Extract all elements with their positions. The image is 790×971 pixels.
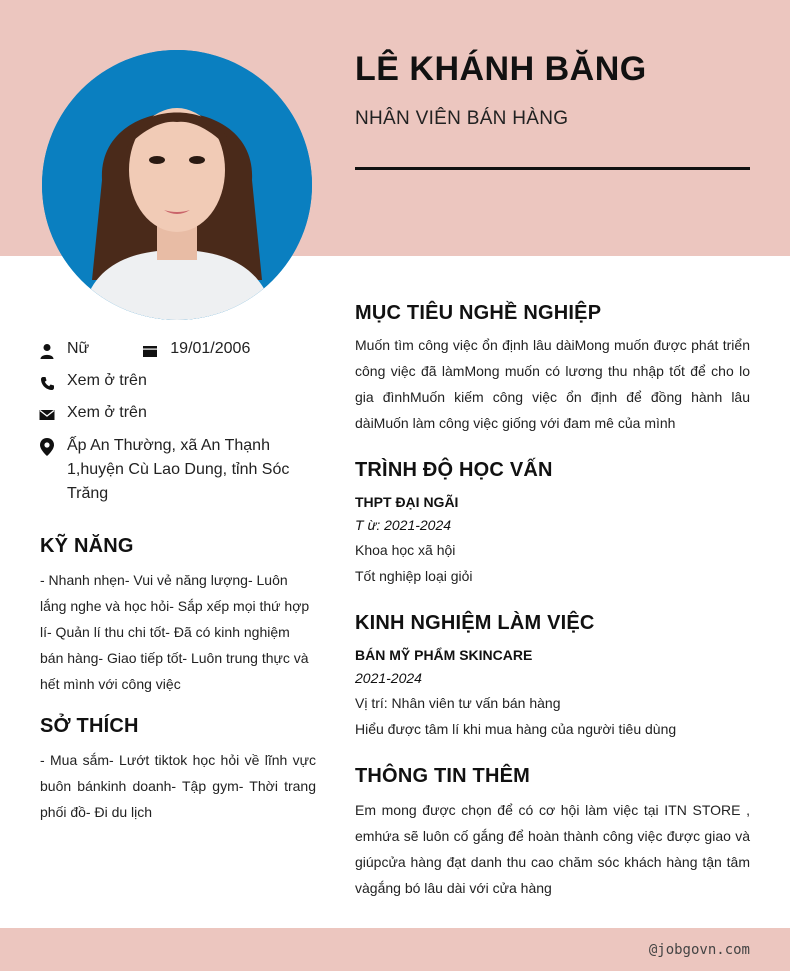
experience-details — [355, 690, 750, 742]
experience-company: BÁN MỸ PHẨM SKINCARE — [355, 647, 533, 663]
calendar-icon — [141, 342, 159, 360]
education-heading: TRÌNH ĐỘ HỌC VẤN — [355, 459, 553, 481]
phone-value: Xem ở trên — [67, 372, 147, 389]
dob-value: 19/01/2006 — [170, 340, 251, 357]
experience-heading: KINH NGHIỆM LÀM VIỆC — [355, 612, 595, 634]
email-row — [38, 404, 318, 436]
candidate-name: LÊ KHÁNH BĂNG — [355, 50, 647, 88]
education-period: T ừ: 2021-2024 — [355, 517, 452, 533]
divider — [355, 167, 750, 170]
additional-info-text: Em mong được chọn để có cơ hội làm việc tại ITN STORE , emhứa sẽ luôn cố gắng để hoàn thành công việc được giao và giúpcửa hàng đạt danh thu cao chăm sóc khách hàng tận tâm vàgắng bó lâu dài với cửa hàng — [355, 802, 750, 896]
hobbies-heading: SỞ THÍCH — [40, 715, 139, 737]
address-row — [38, 436, 318, 506]
education-line: Tốt nghiệp loại giỏi — [355, 568, 473, 584]
location-pin-icon — [38, 438, 56, 456]
address-value: Ấp An Thường, xã An Thạnh 1,huyện Cù Lao Dung, tỉnh Sóc Trăng — [67, 437, 290, 502]
gender-value: Nữ — [67, 340, 90, 357]
education-school: THPT ĐẠI NGÃI — [355, 494, 459, 510]
experience-line: Vị trí: Nhân viên tư vấn bán hàng — [355, 695, 561, 711]
gender-dob-row — [38, 340, 318, 372]
contact-info — [38, 340, 318, 506]
education-details — [355, 537, 750, 589]
skills-text: - Nhanh nhẹn- Vui vẻ năng lượng- Luôn lắng nghe và học hỏi- Sắp xếp mọi thứ hợp lí- Quản lí thu chi tốt- Đã có kinh nghiệm bán hàng- Giao tiếp tốt- Luôn trung thực và hết mình với công việc — [40, 572, 310, 692]
job-title: NHÂN VIÊN BÁN HÀNG — [355, 108, 569, 129]
phone-row — [38, 372, 318, 404]
additional-info-heading: THÔNG TIN THÊM — [355, 765, 531, 787]
mail-icon — [38, 406, 56, 424]
experience-period: 2021-2024 — [355, 670, 422, 686]
email-value: Xem ở trên — [67, 404, 147, 421]
hobbies-text: - Mua sắm- Lướt tiktok học hỏi về lĩnh vực buôn bánkinh doanh- Tập gym- Thời trang phối đồ- Đi du lịch — [40, 752, 316, 820]
objective-heading: MỤC TIÊU NGHỀ NGHIỆP — [355, 302, 602, 324]
dob-group — [141, 340, 250, 360]
objective-text: Muốn tìm công việc ổn định lâu dàiMong muốn được phát triển công việc đã làmMong muốn có lương thu nhập tốt để cho lo gia đìnhMuốn kiếm công việc ổn định để đồng hành lâu dàiMuốn làm công việc giống với đam mê của mình — [355, 337, 750, 431]
portrait-photo — [42, 50, 312, 320]
education-line: Khoa học xã hội — [355, 542, 456, 558]
experience-line: Hiểu được tâm lí khi mua hàng của người tiêu dùng — [355, 721, 677, 737]
skills-heading: KỸ NĂNG — [40, 535, 134, 557]
profile-photo — [42, 50, 312, 320]
watermark: @jobgovn.com — [648, 942, 750, 958]
phone-icon — [38, 374, 56, 392]
person-icon — [38, 342, 56, 360]
